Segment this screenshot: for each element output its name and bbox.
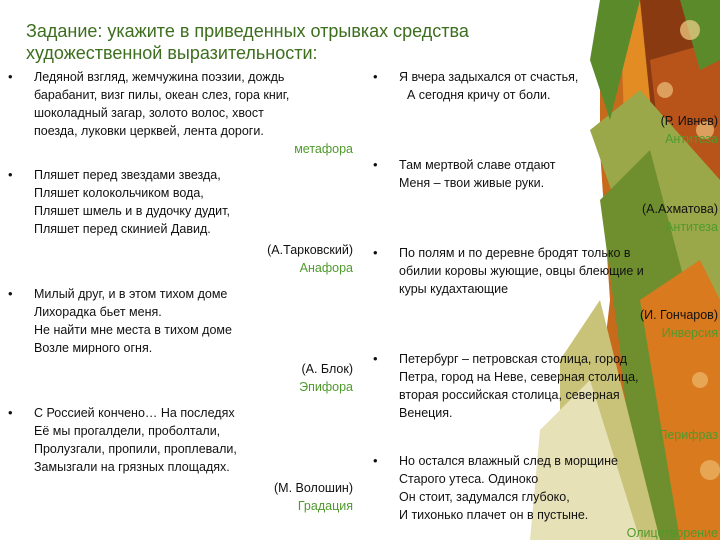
line: И тихонько плачет он в пустыне. bbox=[399, 508, 589, 522]
device-label: Олицетворение bbox=[626, 526, 718, 540]
bullet: • bbox=[8, 167, 13, 182]
line: Петра, город на Неве, северная столица, bbox=[399, 370, 639, 384]
right-column bbox=[373, 68, 718, 550]
device-label: Инверсия bbox=[661, 326, 718, 340]
line: Ледяной взгляд, жемчужина поэзии, дождь bbox=[34, 70, 285, 84]
bullet: • bbox=[373, 351, 378, 366]
line: А сегодня кричу от боли. bbox=[407, 88, 551, 102]
line: Меня – твои живые руки. bbox=[399, 176, 545, 190]
line: С Россией кончено… На последях bbox=[34, 406, 235, 420]
line: Я вчера задыхался от счастья, bbox=[399, 70, 579, 84]
bullet: • bbox=[373, 453, 378, 468]
line: куры кудахтающие bbox=[399, 282, 509, 296]
right-item-4 bbox=[373, 350, 718, 444]
line: Не найти мне места в тихом доме bbox=[34, 323, 232, 337]
line: Пляшет перед скинией Давид. bbox=[34, 222, 211, 236]
line: шоколадный загар, золото волос, хвост bbox=[34, 106, 264, 120]
author: (А. Блок) bbox=[301, 362, 353, 376]
author: (М. Волошин) bbox=[274, 481, 353, 495]
bullet: • bbox=[8, 69, 13, 84]
device-label: метафора bbox=[294, 142, 353, 156]
left-item-2 bbox=[8, 166, 353, 277]
line: Её мы прогалдели, проболтали, bbox=[34, 424, 221, 438]
line: барабанит, визг пилы, океан слез, гора книг, bbox=[34, 88, 290, 102]
device-label: Антитеза bbox=[665, 132, 718, 146]
author: (А.Ахматова) bbox=[642, 202, 718, 216]
line: Лихорадка бьет меня. bbox=[34, 305, 162, 319]
author: (А.Тарковский) bbox=[267, 243, 353, 257]
line: поезда, луковки церквей, лента дороги. bbox=[34, 124, 264, 138]
right-item-5 bbox=[373, 452, 718, 542]
line: Милый друг, и в этом тихом доме bbox=[34, 287, 228, 301]
line: обилии коровы жующие, овцы блеющие и bbox=[399, 264, 644, 278]
author: (И. Гончаров) bbox=[639, 308, 718, 322]
line: Замызгали на грязных площадях. bbox=[34, 460, 230, 474]
bullet: • bbox=[373, 245, 378, 260]
left-item-4 bbox=[8, 404, 353, 515]
line: Петербург – петровская столица, город bbox=[399, 352, 628, 366]
line: Пролузгали, пропили, проплевали, bbox=[34, 442, 237, 456]
line: Возле мирного огня. bbox=[34, 341, 153, 355]
line: Но остался влажный след в морщине bbox=[399, 454, 619, 468]
line: Он стоит, задумался глубоко, bbox=[399, 490, 570, 504]
line: Там мертвой славе отдают bbox=[399, 158, 556, 172]
device-label: Перифраз bbox=[658, 428, 718, 442]
device-label: Антитеза bbox=[665, 220, 718, 234]
left-item-1 bbox=[8, 68, 353, 158]
line: Пляшет шмель и в дудочку дудит, bbox=[34, 204, 230, 218]
line: По полям и по деревне бродят только в bbox=[399, 246, 631, 260]
device-label: Анафора bbox=[299, 261, 353, 275]
right-item-3 bbox=[373, 244, 718, 342]
line: Пляшет перед звездами звезда, bbox=[34, 168, 221, 182]
left-item-3 bbox=[8, 285, 353, 396]
bullet: • bbox=[373, 69, 378, 84]
author: (Р. Ивнев) bbox=[660, 114, 718, 128]
bullet: • bbox=[8, 286, 13, 301]
line: вторая российская столица, северная bbox=[399, 388, 620, 402]
line: Пляшет колокольчиком вода, bbox=[34, 186, 204, 200]
right-item-2 bbox=[373, 156, 718, 236]
left-column bbox=[8, 68, 353, 523]
line: Венеция. bbox=[399, 406, 453, 420]
task-title: Задание: укажите в приведенных отрывках средства художественной выразительности: bbox=[26, 21, 469, 63]
bullet: • bbox=[373, 157, 378, 172]
bullet: • bbox=[8, 405, 13, 420]
line: Старого утеса. Одиноко bbox=[399, 472, 539, 486]
right-item-1 bbox=[373, 68, 718, 148]
device-label: Градация bbox=[297, 499, 353, 513]
device-label: Эпифора bbox=[299, 380, 353, 394]
